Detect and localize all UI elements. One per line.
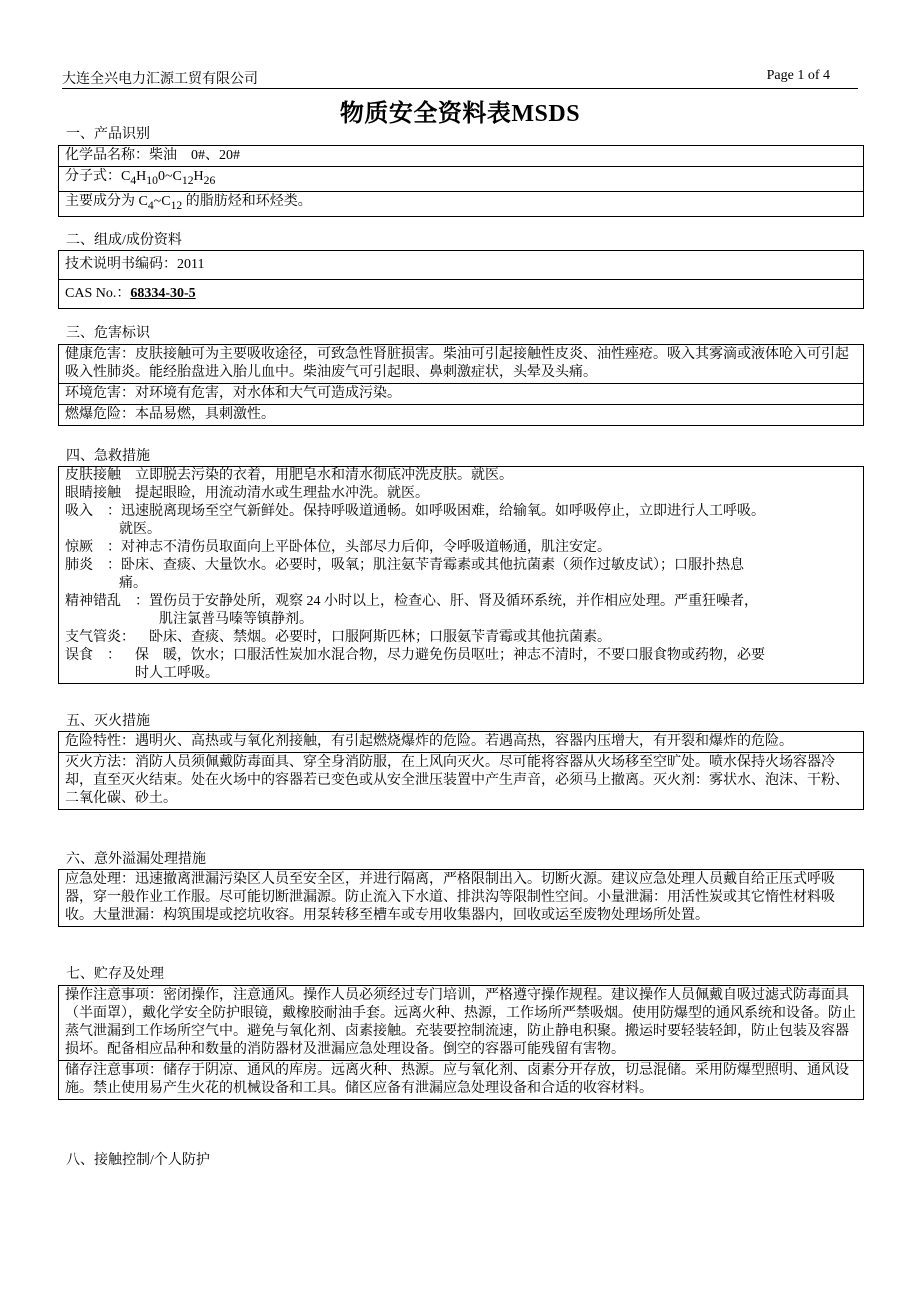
formula-part: C bbox=[121, 169, 131, 184]
storage-precautions: 储存注意事项：储存于阴凉、通风的库房。远离火种、热源。应与氧化剂、卤素分开存放，切忌混储。采用防爆型照明、通风设施。禁止使用易产生火花的机械设备和工具。储区应备有泄漏应急处理设备和合适的收容材料。 bbox=[59, 1060, 863, 1099]
section-title-4: 四、急救措施 bbox=[66, 449, 150, 464]
bronchitis-text: 卧床、查痰、禁烟。必要时，口服阿斯匹林；口服氨苄青霉或其他抗菌素。 bbox=[135, 630, 611, 645]
mental-label: 精神错乱 ： bbox=[65, 594, 149, 609]
formula-row bbox=[59, 166, 863, 191]
mental-confusion bbox=[59, 593, 863, 611]
section-box-4 bbox=[58, 466, 864, 684]
composition-text: 主要成分为 C bbox=[65, 193, 148, 209]
convulsion bbox=[59, 539, 863, 557]
health-hazard-row: 健康危害：皮肤接触可为主要吸收途径，可致急性肾脏损害。柴油可引起接触性皮炎、油性痤疮。吸入其雾滴或液体呛入可引起吸入性肺炎。能经胎盘进入胎儿血中。柴油废气可引起眼、鼻刺激症状，头晕及头痛。 bbox=[65, 347, 849, 380]
environment-hazard-row: 环境危害：对环境有危害，对水体和大气可造成污染。 bbox=[59, 383, 863, 404]
pneumonia-cont: 痛。 bbox=[119, 576, 147, 591]
ingestion bbox=[59, 647, 863, 665]
formula-sub: 4 bbox=[130, 173, 137, 187]
ingestion-cont: 时人工呼吸。 bbox=[135, 666, 219, 681]
formula-part: 0~C bbox=[157, 169, 182, 184]
skin-contact: 皮肤接触 立即脱去污染的衣着，用肥皂水和清水彻底冲洗皮肤。就医。 bbox=[65, 468, 513, 483]
cas-label: CAS No.： bbox=[65, 286, 131, 301]
section-title-6: 六、意外溢漏处理措施 bbox=[66, 852, 206, 867]
formula-sub: 10 bbox=[146, 173, 158, 187]
fire-hazard-row: 燃爆危险：本品易燃，具刺激性。 bbox=[59, 404, 863, 425]
mental-text: 置伤员于安静处所，观察 24 小时以上，检查心、肝、肾及循环系统，并作相应处理。严重狂噪者， bbox=[149, 594, 758, 609]
composition-sub: 4 bbox=[147, 198, 154, 212]
section-box-5 bbox=[58, 731, 864, 810]
chemical-name-row: 化学品名称：柴油 0#、20# bbox=[65, 148, 240, 163]
convulsion-text: 对神志不清伤员取面向上平卧体位，头部尽力后仰，令呼吸道畅通，肌注安定。 bbox=[121, 540, 611, 555]
section-title-8: 八、接触控制/个人防护 bbox=[66, 1153, 210, 1168]
composition-row bbox=[59, 191, 863, 216]
inhalation-text: 迅速脱离现场至空气新鲜处。保持呼吸道通畅。如呼吸困难，给输氧。如呼吸停止，立即进行人工呼吸。 bbox=[121, 504, 765, 519]
mental-cont: 肌注氯普马嗪等镇静剂。 bbox=[159, 612, 313, 627]
ingestion-text: 保 暖，饮水；口服活性炭加水混合物，尽力避免伤员呕吐；神志不清时，不要口服食物或药物，必要 bbox=[121, 648, 765, 663]
formula-sub: 26 bbox=[203, 173, 216, 187]
handling-precautions: 操作注意事项：密闭操作，注意通风。操作人员必须经过专门培训，严格遵守操作规程。建议操作人员佩戴自吸过滤式防毒面具（半面罩），戴化学安全防护眼镜，戴橡胶耐油手套。远离火种、热源，工作场所严禁吸烟。使用防爆型的通风系统和设备。防止蒸气泄漏到工作场所空气中。避免与氧化剂、卤素接触。充装要控制流速，防止静电积聚。搬运时要轻装轻卸，防止包装及容器损坏。配备相应品种和数量的消防器材及泄漏应急处理设备。倒空的容器可能残留有害物。 bbox=[65, 988, 856, 1057]
convulsion-label: 惊厥 ： bbox=[65, 540, 121, 555]
formula-sub: 12 bbox=[181, 173, 194, 187]
section-title-3: 三、危害标识 bbox=[66, 326, 150, 341]
formula-part: H bbox=[193, 169, 204, 184]
formula-label: 分子式： bbox=[65, 169, 121, 184]
inhalation bbox=[59, 503, 863, 521]
ingestion-label: 误食 ： bbox=[65, 648, 121, 663]
pneumonia-text: 卧床、查痰、大量饮水。必要时，吸氧；肌注氨苄青霉素或其他抗菌素（须作过敏皮试）；口服扑热息 bbox=[121, 558, 744, 573]
tech-code-row: 技术说明书编码：2011 bbox=[65, 257, 205, 272]
section-box-6 bbox=[58, 869, 864, 927]
spill-response: 应急处理：迅速撤离泄漏污染区人员至安全区，并进行隔离，严格限制出入。切断火源。建议应急处理人员戴自给正压式呼吸器，穿一般作业工作服。尽可能切断泄漏源。防止流入下水道、排洪沟等限制性空间。小量泄漏：用活性炭或其它惰性材料吸收。大量泄漏：构筑围堤或挖坑收容。用泵转移至槽车或专用收集器内，回收或运至废物处理场所处置。 bbox=[65, 872, 835, 923]
bronchitis bbox=[59, 629, 863, 647]
section-box-3 bbox=[58, 344, 864, 426]
inhalation-label: 吸入 ： bbox=[65, 504, 121, 519]
cas-row bbox=[59, 279, 863, 308]
inhalation-cont: 就医。 bbox=[119, 522, 161, 537]
section-title-5: 五、灭火措施 bbox=[66, 714, 150, 729]
composition-sub: 12 bbox=[170, 198, 183, 212]
composition-text: 的脂肪烃和环烃类。 bbox=[182, 193, 312, 209]
company-name: 大连全兴电力汇源工贸有限公司 bbox=[62, 72, 258, 87]
page-header bbox=[62, 66, 858, 90]
bronchitis-label: 支气管炎： bbox=[65, 630, 135, 645]
pneumonia-label: 肺炎 ： bbox=[65, 558, 121, 573]
fire-fighting-method: 灭火方法：消防人员须佩戴防毒面具、穿全身消防服，在上风向灭火。尽可能将容器从火场移至空旷处。喷水保持火场容器冷却，直至灭火结束。处在火场中的容器若已变色或从安全泄压装置中产生声音，必须马上撤离。灭火剂：雾状水、泡沫、干粉、二氧化碳、砂土。 bbox=[59, 752, 863, 809]
section-title-1: 一、产品识别 bbox=[66, 127, 150, 142]
formula-part: H bbox=[136, 169, 147, 184]
pneumonia bbox=[59, 557, 863, 575]
fire-hazard-characteristics: 危险特性：遇明火、高热或与氧化剂接触，有引起燃烧爆炸的危险。若遇高热，容器内压增大，有开裂和爆炸的危险。 bbox=[65, 734, 793, 749]
document-title: 物质安全资料表MSDS bbox=[339, 101, 581, 127]
header-rule bbox=[62, 88, 858, 89]
section-title-2: 二、组成/成份资料 bbox=[66, 233, 182, 248]
section-box-1 bbox=[58, 145, 864, 217]
page-number: Page 1 of 4 bbox=[766, 68, 830, 83]
section-title-7: 七、贮存及处理 bbox=[66, 967, 164, 982]
composition-text: ~C bbox=[153, 193, 171, 209]
section-box-7 bbox=[58, 985, 864, 1100]
eye-contact: 眼睛接触 提起眼睑，用流动清水或生理盐水冲洗。就医。 bbox=[65, 486, 429, 501]
section-box-2 bbox=[58, 250, 864, 309]
cas-number: 68334-30-5 bbox=[130, 286, 196, 301]
